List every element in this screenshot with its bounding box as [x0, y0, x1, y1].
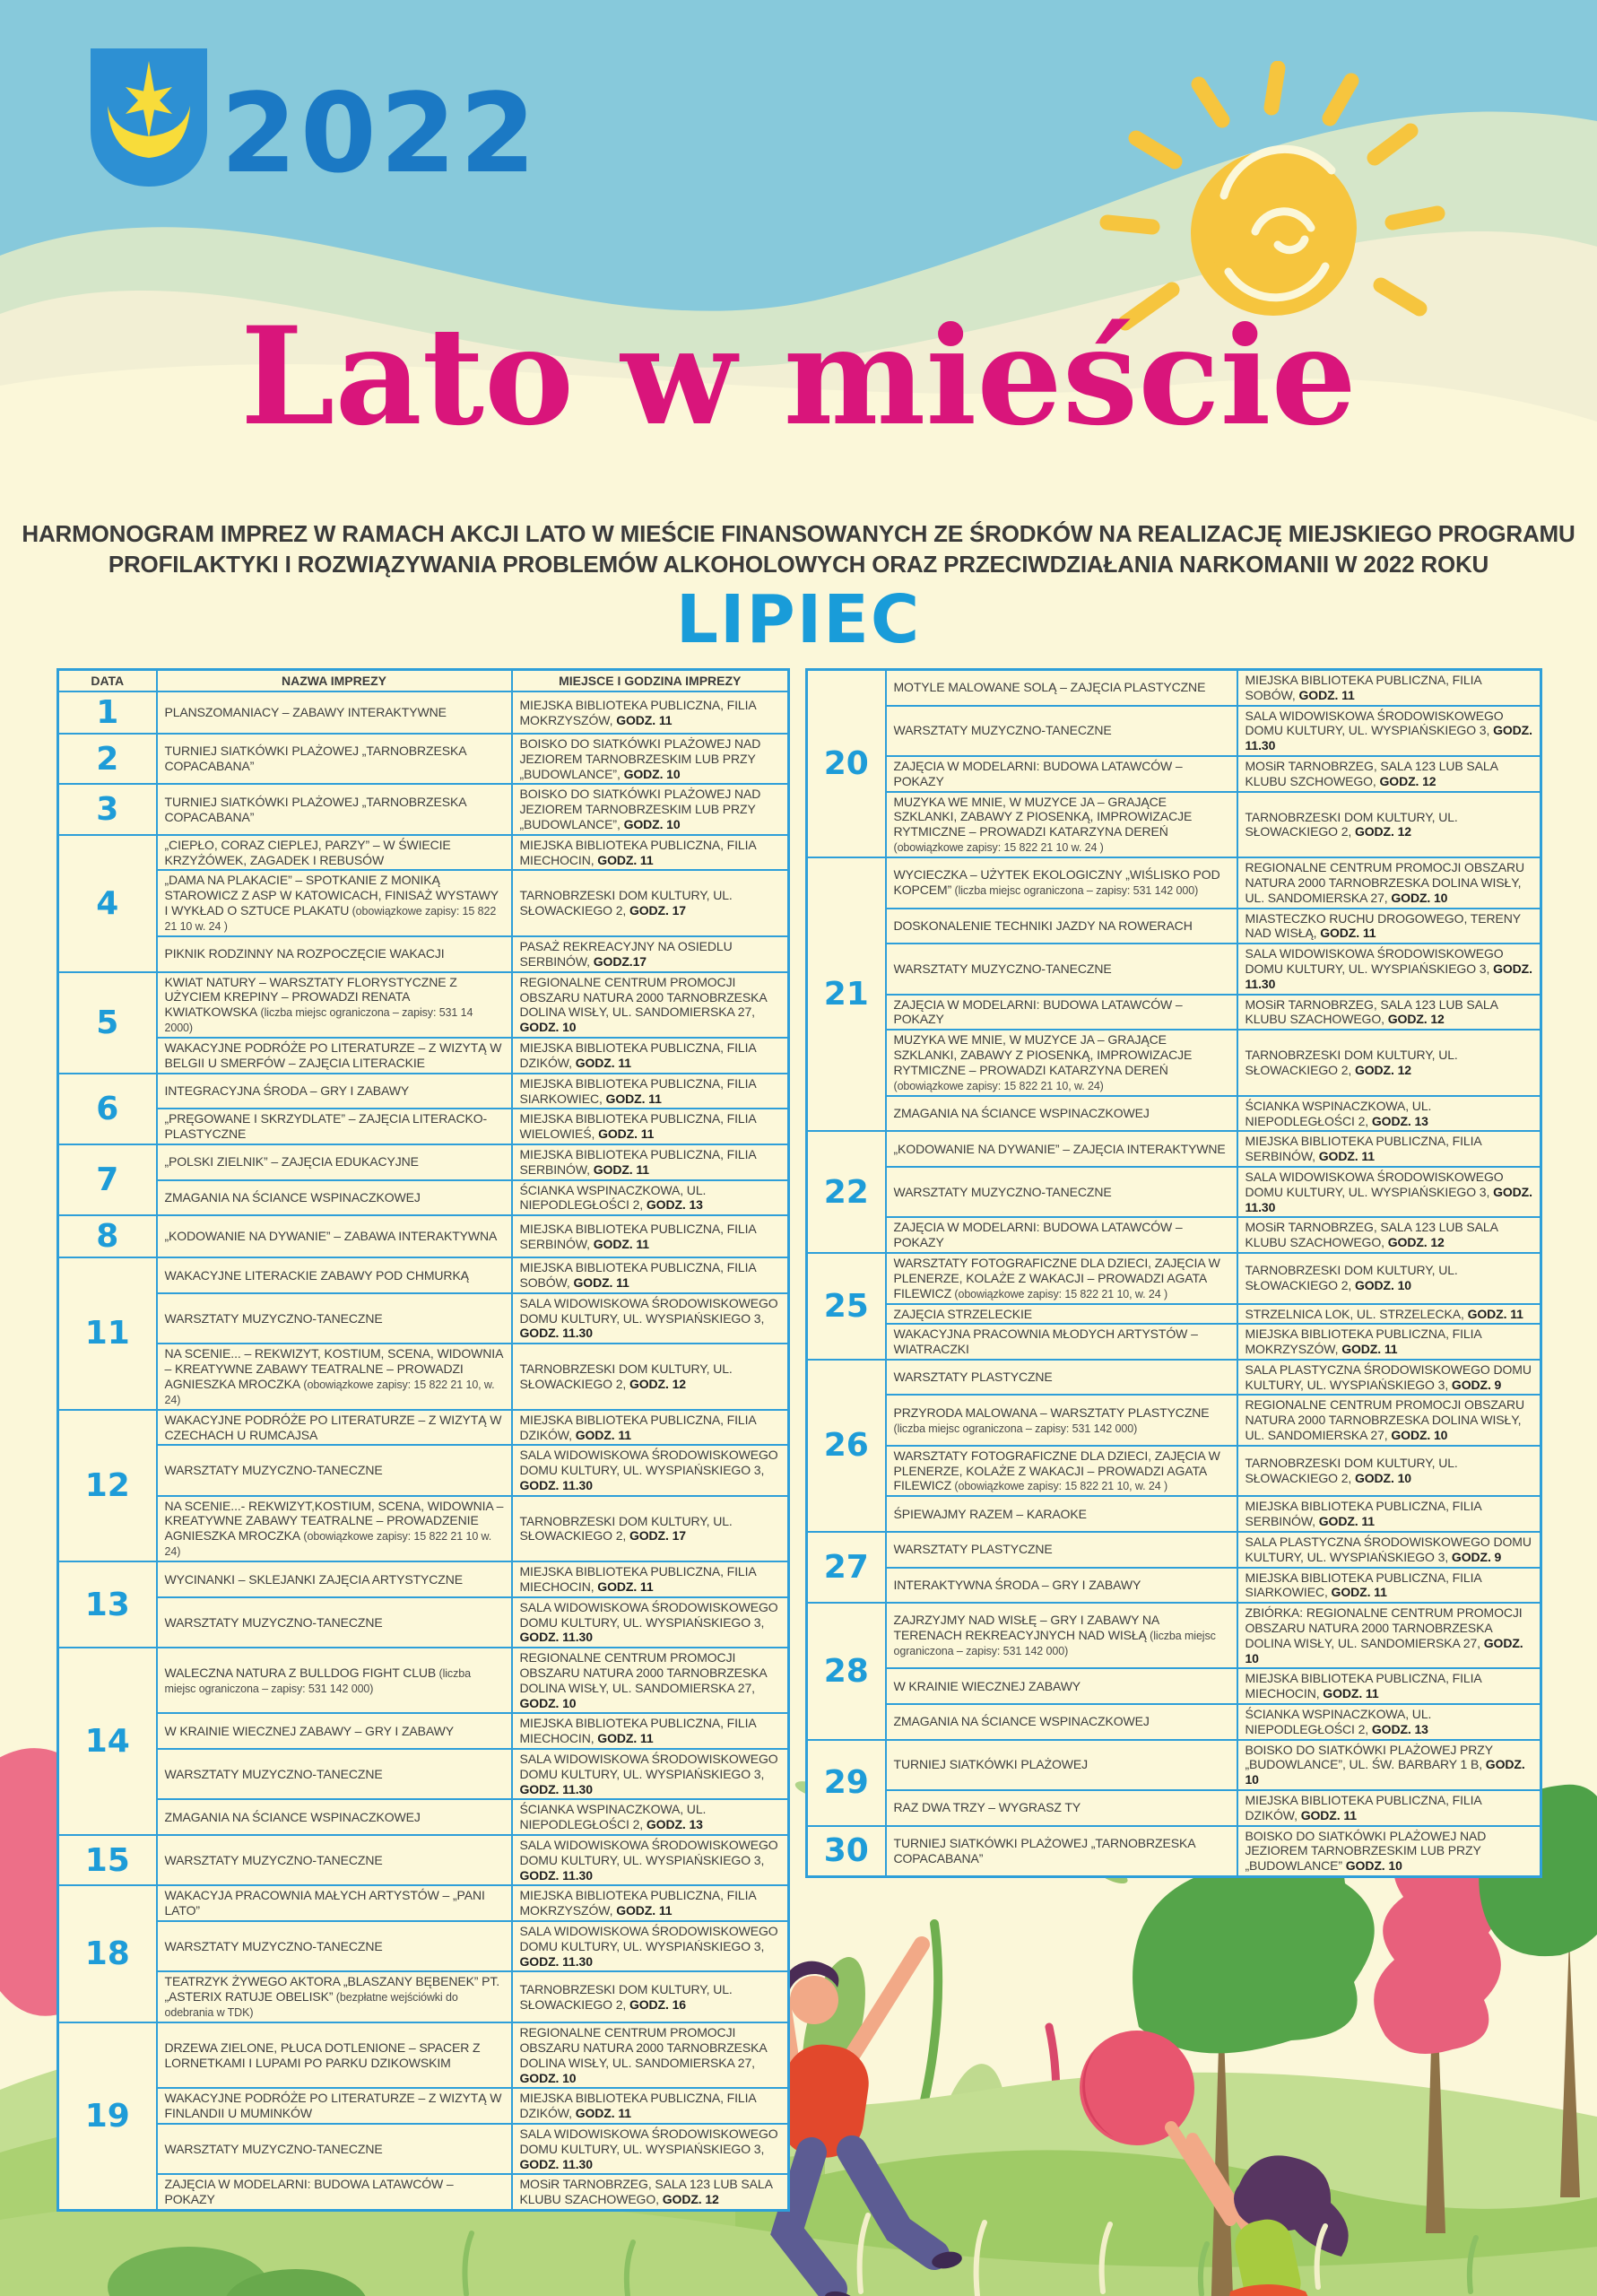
- subtitle-line-2: PROFILAKTYKI I ROZWIĄZYWANIA PROBLEMÓW ALKOHOLOWYCH ORAZ PRZECIWDZIAŁANIA NARKOMANII W 2022 ROKU: [108, 551, 1489, 578]
- event-note: (bezpłatne wejściówki do odebrania w TDK): [164, 1991, 458, 2020]
- event-name: NA SCENIE...- REKWIZYT,KOSTIUM, SCENA, WIDOWNIA – KREATYWNE ZABAWY TEATRALNE – PROWADZENIE AGNIESZKA MROCZKA (obowiązkowe zapisy: 15 822 21 10 w. 24): [157, 1496, 512, 1562]
- event-time: GODZ. 11: [598, 1126, 655, 1142]
- event-row: [807, 1395, 1541, 1445]
- event-time: GODZ. 16: [629, 1996, 686, 2012]
- event-name: WARSZTATY MUZYCZNO-TANECZNE: [157, 1749, 512, 1799]
- poster-subtitle: [0, 518, 1597, 580]
- event-note: (obowiązkowe zapisy: 15 822 21 10 w. 24): [164, 1530, 492, 1559]
- event-row: [807, 1324, 1541, 1360]
- event-name: „KODOWANIE NA DYWANIE” – ZAJĘCIA INTERAKTYWNE: [886, 1131, 1237, 1167]
- event-row: [58, 1749, 789, 1799]
- event-note: (obowiązkowe zapisy: 15 822 21 10 w. 24 ): [164, 904, 497, 933]
- event-name: ZAJĘCIA STRZELECKIE: [886, 1304, 1237, 1325]
- event-time: GODZ. 10: [519, 1020, 577, 1035]
- event-row: [58, 1445, 789, 1495]
- events-table-days-20-30: [805, 668, 1542, 1878]
- event-name: WARSZTATY MUZYCZNO-TANECZNE: [157, 2124, 512, 2174]
- event-row: [58, 972, 789, 1039]
- event-row: [58, 835, 789, 871]
- event-row: [807, 857, 1541, 908]
- event-place: MOSiR TARNOBRZEG, SALA 123 LUB SALA KLUBU SZACHOWEGO, GODZ. 12: [512, 2174, 789, 2210]
- event-place: TARNOBRZESKI DOM KULTURY, UL. SŁOWACKIEGO 2, GODZ. 12: [512, 1344, 789, 1410]
- event-time: GODZ. 11: [616, 712, 673, 727]
- event-time: GODZ. 10: [1391, 890, 1448, 905]
- event-place: TARNOBRZESKI DOM KULTURY, UL. SŁOWACKIEGO 2, GODZ. 17: [512, 870, 789, 936]
- event-time: GODZ. 10: [519, 2070, 577, 2085]
- event-name: RAZ DWA TRZY – WYGRASZ TY: [886, 1790, 1237, 1826]
- event-row: [807, 1096, 1541, 1132]
- event-place: MIEJSKA BIBLIOTEKA PUBLICZNA, FILIA MOKRZYSZÓW, GODZ. 11: [512, 1885, 789, 1921]
- event-place: MIEJSKA BIBLIOTEKA PUBLICZNA, FILIA SERBINÓW, GODZ. 11: [1237, 1496, 1541, 1532]
- event-time: GODZ. 11.30: [1245, 723, 1532, 753]
- event-name: ZMAGANIA NA ŚCIANCE WSPINACZKOWEJ: [886, 1704, 1237, 1740]
- event-name: PLANSZOMANIACY – ZABAWY INTERAKTYWNE: [157, 691, 512, 734]
- event-place: SALA WIDOWISKOWA ŚRODOWISKOWEGO DOMU KULTURY, UL. WYSPIAŃSKIEGO 3, GODZ. 11.30: [512, 1749, 789, 1799]
- event-place: MIEJSKA BIBLIOTEKA PUBLICZNA, FILIA DZIKÓW, GODZ. 11: [512, 1038, 789, 1074]
- event-place: SALA WIDOWISKOWA ŚRODOWISKOWEGO DOMU KULTURY, UL. WYSPIAŃSKIEGO 3, GODZ. 11.30: [512, 1445, 789, 1495]
- day-number: 25: [807, 1253, 886, 1360]
- day-number: 29: [807, 1740, 886, 1826]
- event-name: DOSKONALENIE TECHNIKI JAZDY NA ROWERACH: [886, 909, 1237, 944]
- event-row: [807, 756, 1541, 792]
- day-number: 20: [807, 670, 886, 858]
- event-place: SALA WIDOWISKOWA ŚRODOWISKOWEGO DOMU KULTURY, UL. WYSPIAŃSKIEGO 3, GODZ. 11.30: [1237, 1167, 1541, 1217]
- event-time: GODZ. 10: [1245, 1757, 1525, 1787]
- day-number: 5: [58, 972, 157, 1074]
- event-place: TARNOBRZESKI DOM KULTURY, UL. SŁOWACKIEGO 2, GODZ. 16: [512, 1971, 789, 2022]
- event-name: WARSZTATY PLASTYCZNE: [886, 1360, 1237, 1396]
- event-time: GODZ. 10: [1391, 1428, 1448, 1443]
- event-place: MIEJSKA BIBLIOTEKA PUBLICZNA, FILIA SERBINÓW, GODZ. 11: [512, 1144, 789, 1180]
- event-time: GODZ. 10: [1345, 1858, 1402, 1874]
- event-name: ZAJĘCIA W MODELARNI: BUDOWA LATAWCÓW – POKAZY: [886, 995, 1237, 1031]
- event-place: MIEJSKA BIBLIOTEKA PUBLICZNA, FILIA MIECHOCIN, GODZ. 11: [1237, 1668, 1541, 1704]
- event-row: [58, 1257, 789, 1293]
- event-row: [807, 1740, 1541, 1790]
- event-name: TURNIEJ SIATKÓWKI PLAŻOWEJ „TARNOBRZESKA COPACABANA”: [157, 784, 512, 834]
- event-row: [807, 1131, 1541, 1167]
- event-note: (liczba miejsc ograniczona – zapisy: 531 142 000): [951, 884, 1199, 898]
- event-name: „CIEPŁO, CORAZ CIEPLEJ, PARZY” – W ŚWIECIE KRZYŻÓWEK, ZAGADEK I REBUSÓW: [157, 835, 512, 871]
- event-place: REGIONALNE CENTRUM PROMOCJI OBSZARU NATURA 2000 TARNOBRZESKA DOLINA WISŁY, UL. SANDOMIERSKA 27, GODZ. 10: [1237, 1395, 1541, 1445]
- event-place: MIEJSKA BIBLIOTEKA PUBLICZNA, FILIA SERBINÓW, GODZ. 11: [1237, 1131, 1541, 1167]
- event-place: REGIONALNE CENTRUM PROMOCJI OBSZARU NATURA 2000 TARNOBRZESKA DOLINA WISŁY, UL. SANDOMIERSKA 27, GODZ. 10: [1237, 857, 1541, 908]
- tarnobrzeg-crest-icon: [85, 45, 213, 191]
- event-row: [58, 1180, 789, 1216]
- event-row: [58, 1799, 789, 1835]
- event-name: WARSZTATY PLASTYCZNE: [886, 1532, 1237, 1568]
- event-name: WARSZTATY MUZYCZNO-TANECZNE: [886, 944, 1237, 994]
- day-number: 21: [807, 857, 886, 1131]
- event-name: PIKNIK RODZINNY NA ROZPOCZĘCIE WAKACJI: [157, 936, 512, 972]
- event-place: TARNOBRZESKI DOM KULTURY, UL. SŁOWACKIEGO 2, GODZ. 17: [512, 1496, 789, 1562]
- event-row: [58, 1971, 789, 2022]
- event-row: [58, 1109, 789, 1144]
- event-name: WAKACYJNE PODRÓŻE PO LITERATURZE – Z WIZYTĄ W FINLANDII U MUMINKÓW: [157, 2088, 512, 2124]
- event-name: W KRAINIE WIECZNEJ ZABAWY: [886, 1668, 1237, 1704]
- event-name: INTERAKTYWNA ŚRODA – GRY I ZABAWY: [886, 1568, 1237, 1604]
- event-row: [58, 1561, 789, 1597]
- event-name: WARSZTATY MUZYCZNO-TANECZNE: [157, 1835, 512, 1885]
- event-place: ŚCIANKA WSPINACZKOWA, UL. NIEPODLEGŁOŚCI 2, GODZ. 13: [512, 1180, 789, 1216]
- event-place: MIEJSKA BIBLIOTEKA PUBLICZNA, FILIA SERBINÓW, GODZ. 11: [512, 1215, 789, 1257]
- event-time: GODZ. 11: [616, 1903, 673, 1918]
- event-time: GODZ. 11.30: [519, 1953, 593, 1969]
- day-number: 27: [807, 1532, 886, 1603]
- event-time: GODZ. 11: [1323, 1686, 1379, 1701]
- day-number: 22: [807, 1131, 886, 1253]
- event-place: BOISKO DO SIATKÓWKI PLAŻOWEJ NAD JEZIOREM TARNOBRZESKIM LUB PRZY „BUDOWLANCE”, GODZ. 10: [512, 784, 789, 834]
- event-name: ZAJĘCIA W MODELARNI: BUDOWA LATAWCÓW – POKAZY: [886, 1217, 1237, 1253]
- event-place: MIEJSKA BIBLIOTEKA PUBLICZNA, FILIA DZIKÓW, GODZ. 11: [1237, 1790, 1541, 1826]
- event-name: „PRĘGOWANE I SKRZYDLATE” – ZAJĘCIA LITERACKO-PLASTYCZNE: [157, 1109, 512, 1144]
- event-name: WARSZTATY MUZYCZNO-TANECZNE: [157, 1293, 512, 1344]
- day-number: 18: [58, 1885, 157, 2022]
- event-name: ZMAGANIA NA ŚCIANCE WSPINACZKOWEJ: [157, 1180, 512, 1216]
- day-number: 11: [58, 1257, 157, 1410]
- event-row: [58, 1648, 789, 1713]
- event-place: MOSiR TARNOBRZEG, SALA 123 LUB SALA KLUBU SZACHOWEGO, GODZ. 12: [1237, 1217, 1541, 1253]
- event-row: [807, 909, 1541, 944]
- event-place: SALA WIDOWISKOWA ŚRODOWISKOWEGO DOMU KULTURY, UL. WYSPIAŃSKIEGO 3, GODZ. 11.30: [1237, 706, 1541, 756]
- event-name: ZAJĘCIA W MODELARNI: BUDOWA LATAWCÓW – POKAZY: [886, 756, 1237, 792]
- event-place: MIEJSKA BIBLIOTEKA PUBLICZNA, FILIA MOKRZYSZÓW, GODZ. 11: [1237, 1324, 1541, 1360]
- event-place: MIEJSKA BIBLIOTEKA PUBLICZNA, FILIA DZIKÓW, GODZ. 11: [512, 1410, 789, 1446]
- event-time: GODZ. 11: [573, 1274, 629, 1290]
- event-time: GODZ. 11.30: [519, 1477, 593, 1492]
- day-number: 12: [58, 1410, 157, 1562]
- column-header-date: DATA: [58, 670, 157, 692]
- event-name: WAKACYJA PRACOWNIA MAŁYCH ARTYSTÓW – „PANI LATO”: [157, 1885, 512, 1921]
- event-row: [807, 706, 1541, 756]
- event-place: MIEJSKA BIBLIOTEKA PUBLICZNA, FILIA SOBÓW, GODZ. 11: [512, 1257, 789, 1293]
- day-number: 4: [58, 835, 157, 972]
- event-place: SALA WIDOWISKOWA ŚRODOWISKOWEGO DOMU KULTURY, UL. WYSPIAŃSKIEGO 3, GODZ. 11.30: [512, 1293, 789, 1344]
- event-place: TARNOBRZESKI DOM KULTURY, UL. SŁOWACKIEGO 2, GODZ. 12: [1237, 792, 1541, 858]
- day-number: 8: [58, 1215, 157, 1257]
- event-time: GODZ. 11: [597, 1731, 654, 1746]
- event-place: SALA WIDOWISKOWA ŚRODOWISKOWEGO DOMU KULTURY, UL. WYSPIAŃSKIEGO 3, GODZ. 11.30: [1237, 944, 1541, 994]
- schedule-table-left-wrap: [56, 668, 790, 2212]
- event-time: GODZ. 11.30: [519, 2156, 593, 2171]
- subtitle-line-1: HARMONOGRAM IMPREZ W RAMACH AKCJI LATO W MIEŚCIE FINANSOWANYCH ZE ŚRODKÓW NA REALIZACJĘ MIEJSKIEGO PROGRAMU: [22, 520, 1575, 547]
- event-note: (obowiązkowe zapisy: 15 822 21 10, w. 24 ): [951, 1287, 1168, 1300]
- event-time: GODZ. 13: [646, 1197, 703, 1213]
- event-place: SALA PLASTYCZNA ŚRODOWISKOWEGO DOMU KULTURY, UL. WYSPIAŃSKIEGO 3, GODZ. 9: [1237, 1360, 1541, 1396]
- event-row: [807, 1167, 1541, 1217]
- event-note: (liczba miejsc ograniczona – zapisy: 531 142 000): [893, 1422, 1138, 1435]
- event-time: GODZ. 10: [1354, 1471, 1411, 1486]
- event-row: [58, 1885, 789, 1921]
- event-row: [58, 1597, 789, 1648]
- event-place: MOSiR TARNOBRZEG, SALA 123 LUB SALA KLUBU SZCHOWEGO, GODZ. 12: [1237, 756, 1541, 792]
- event-time: GODZ. 13: [1371, 1721, 1428, 1736]
- event-row: [58, 1921, 789, 1971]
- day-number: 28: [807, 1603, 886, 1739]
- day-number: 2: [58, 734, 157, 784]
- event-place: SALA WIDOWISKOWA ŚRODOWISKOWEGO DOMU KULTURY, UL. WYSPIAŃSKIEGO 3, GODZ. 11.30: [512, 1921, 789, 1971]
- event-name: PRZYRODA MALOWANA – WARSZTATY PLASTYCZNE (liczba miejsc ograniczona – zapisy: 531 142 000): [886, 1395, 1237, 1445]
- event-name: WARSZTATY MUZYCZNO-TANECZNE: [157, 1597, 512, 1648]
- event-time: GODZ. 11: [1331, 1585, 1387, 1600]
- event-place: REGIONALNE CENTRUM PROMOCJI OBSZARU NATURA 2000 TARNOBRZESKA DOLINA WISŁY, UL. SANDOMIERSKA 27, GODZ. 10: [512, 972, 789, 1039]
- event-time: GODZ. 12: [1354, 1062, 1411, 1077]
- event-row: [58, 1713, 789, 1749]
- event-row: [807, 944, 1541, 994]
- day-number: 13: [58, 1561, 157, 1648]
- event-time: GODZ. 10: [623, 766, 681, 781]
- event-name: INTEGRACYJNA ŚRODA – GRY I ZABAWY: [157, 1074, 512, 1109]
- event-name: WARSZTATY MUZYCZNO-TANECZNE: [157, 1445, 512, 1495]
- event-place: TARNOBRZESKI DOM KULTURY, UL. SŁOWACKIEGO 2, GODZ. 10: [1237, 1446, 1541, 1497]
- event-time: GODZ. 11: [575, 2106, 631, 2121]
- event-time: GODZ. 11: [1318, 1514, 1375, 1529]
- event-time: GODZ. 11: [1298, 687, 1355, 702]
- event-place: MIEJSKA BIBLIOTEKA PUBLICZNA, FILIA SOBÓW, GODZ. 11: [1237, 670, 1541, 706]
- month-heading: LIPIEC: [675, 581, 922, 658]
- event-time: GODZ. 11: [1341, 1342, 1398, 1357]
- event-name: „DAMA NA PLAKACIE” – SPOTKANIE Z MONIKĄ STAROWICZ Z ASP W KATOWICACH, FINISAŻ WYSTAWY I WYKŁAD O SZTUCE PLAKATU (obowiązkowe zapisy: 15 822 21 10 w. 24 ): [157, 870, 512, 936]
- event-row: [807, 1496, 1541, 1532]
- event-row: [58, 1496, 789, 1562]
- event-time: GODZ. 10: [623, 816, 681, 831]
- event-time: GODZ. 11.30: [519, 1630, 593, 1645]
- event-row: [58, 734, 789, 784]
- event-note: (obowiązkowe zapisy: 15 822 21 10 w. 24 ): [893, 841, 1104, 855]
- event-place: REGIONALNE CENTRUM PROMOCJI OBSZARU NATURA 2000 TARNOBRZESKA DOLINA WISŁY, UL. SANDOMIERSKA 27, GODZ. 10: [512, 1648, 789, 1713]
- event-time: GODZ. 12: [629, 1376, 686, 1391]
- event-name: WARSZTATY MUZYCZNO-TANECZNE: [886, 1167, 1237, 1217]
- event-time: GODZ. 13: [646, 1817, 703, 1832]
- event-row: [58, 1293, 789, 1344]
- event-name: WAKACYJNE LITERACKIE ZABAWY POD CHMURKĄ: [157, 1257, 512, 1293]
- event-time: GODZ. 11.30: [519, 1867, 593, 1883]
- event-place: REGIONALNE CENTRUM PROMOCJI OBSZARU NATURA 2000 TARNOBRZESKA DOLINA WISŁY, UL. SANDOMIERSKA 27, GODZ. 10: [512, 2022, 789, 2088]
- event-row: [58, 691, 789, 734]
- event-time: GODZ. 13: [1371, 1113, 1428, 1128]
- event-name: W KRAINIE WIECZNEJ ZABAWY – GRY I ZABAWY: [157, 1713, 512, 1749]
- event-name: DRZEWA ZIELONE, PŁUCA DOTLENIONE – SPACER Z LORNETKAMI I LUPAMI PO PARKU DZIKOWSKIM: [157, 2022, 512, 2088]
- event-name: MUZYKA WE MNIE, W MUZYCE JA – GRAJĄCE SZKLANKI, ZABAWY Z PIOSENKĄ, IMPROWIZACJE RYTMICZNE – PROWADZI KATARZYNA DEREŃ (obowiązkowe zapisy: 15 822 21 10 w. 24 ): [886, 792, 1237, 858]
- event-place: SALA WIDOWISKOWA ŚRODOWISKOWEGO DOMU KULTURY, UL. WYSPIAŃSKIEGO 3, GODZ. 11.30: [512, 1835, 789, 1885]
- event-place: PASAŻ REKREACYJNY NA OSIEDLU SERBINÓW, GODZ.17: [512, 936, 789, 972]
- event-note: (obowiązkowe zapisy: 15 822 21 10, w. 24): [164, 1378, 495, 1406]
- event-name: TURNIEJ SIATKÓWKI PLAŻOWEJ „TARNOBRZESKA COPACABANA”: [886, 1826, 1237, 1877]
- event-name: ZAJĘCIA W MODELARNI: BUDOWA LATAWCÓW – POKAZY: [157, 2174, 512, 2210]
- day-number: 19: [58, 2022, 157, 2210]
- table-header-row: [58, 670, 789, 692]
- event-place: MIEJSKA BIBLIOTEKA PUBLICZNA, FILIA MOKRZYSZÓW, GODZ. 11: [512, 691, 789, 734]
- event-name: „POLSKI ZIELNIK” – ZAJĘCIA EDUKACYJNE: [157, 1144, 512, 1180]
- event-place: TARNOBRZESKI DOM KULTURY, UL. SŁOWACKIEGO 2, GODZ. 10: [1237, 1253, 1541, 1304]
- event-time: GODZ. 10: [519, 1695, 577, 1710]
- event-place: SALA WIDOWISKOWA ŚRODOWISKOWEGO DOMU KULTURY, UL. WYSPIAŃSKIEGO 3, GODZ. 11.30: [512, 1597, 789, 1648]
- event-name: ZMAGANIA NA ŚCIANCE WSPINACZKOWEJ: [157, 1799, 512, 1835]
- event-note: (liczba miejsc ograniczona – zapisy: 531 142 000): [893, 1630, 1216, 1658]
- event-time: GODZ. 11.30: [519, 1781, 593, 1796]
- event-row: [807, 995, 1541, 1031]
- event-row: [807, 1304, 1541, 1325]
- event-name: WAKACYJNA PRACOWNIA MŁODYCH ARTYSTÓW – WIATRACZKI: [886, 1324, 1237, 1360]
- event-name: ZMAGANIA NA ŚCIANCE WSPINACZKOWEJ: [886, 1096, 1237, 1132]
- event-name: TEATRZYK ŻYWEGO AKTORA „BLASZANY BĘBENEK” PT. „ASTERIX RATUJE OBELISK” (bezpłatne wejściówki do odebrania w TDK): [157, 1971, 512, 2022]
- event-row: [58, 2088, 789, 2124]
- event-place: BOISKO DO SIATKÓWKI PLAŻOWEJ NAD JEZIOREM TARNOBRZESKIM LUB PRZY „BUDOWLANCE” GODZ. 10: [1237, 1826, 1541, 1877]
- event-name: TURNIEJ SIATKÓWKI PLAŻOWEJ „TARNOBRZESKA COPACABANA”: [157, 734, 512, 784]
- event-place: MIEJSKA BIBLIOTEKA PUBLICZNA, FILIA SIARKOWIEC, GODZ. 11: [512, 1074, 789, 1109]
- event-time: GODZ. 9: [1451, 1549, 1502, 1564]
- event-name: „KODOWANIE NA DYWANIE” – ZABAWA INTERAKTYWNA: [157, 1215, 512, 1257]
- event-row: [807, 1704, 1541, 1740]
- event-note: (liczba miejsc ograniczona – zapisy: 531 14 2000): [164, 1006, 473, 1035]
- day-number: 3: [58, 784, 157, 834]
- event-row: [58, 2124, 789, 2174]
- event-row: [58, 2022, 789, 2088]
- event-place: ŚCIANKA WSPINACZKOWA, UL. NIEPODLEGŁOŚCI 2, GODZ. 13: [512, 1799, 789, 1835]
- event-name: KWIAT NATURY – WARSZTATY FLORYSTYCZNE Z UŻYCIEM KREPINY – PROWADZI RENATA KWIATKOWSKA (liczba miejsc ograniczona – zapisy: 531 14 2000): [157, 972, 512, 1039]
- event-row: [58, 1410, 789, 1446]
- event-row: [807, 1790, 1541, 1826]
- day-number: 15: [58, 1835, 157, 1885]
- event-name: WYCINANKI – SKLEJANKI ZAJĘCIA ARTYSTYCZNE: [157, 1561, 512, 1597]
- event-row: [807, 1253, 1541, 1304]
- poster-title: Lato w mieście: [240, 298, 1357, 456]
- event-place: STRZELNICA LOK, UL. STRZELECKA, GODZ. 11: [1237, 1304, 1541, 1325]
- event-note: (obowiązkowe zapisy: 15 822 21 10, w. 24 ): [951, 1480, 1168, 1493]
- day-number: 6: [58, 1074, 157, 1144]
- event-row: [58, 784, 789, 834]
- event-row: [58, 1144, 789, 1180]
- day-number: 14: [58, 1648, 157, 1835]
- event-name: WARSZTATY MUZYCZNO-TANECZNE: [157, 1921, 512, 1971]
- event-row: [807, 1568, 1541, 1604]
- event-name: MOTYLE MALOWANE SOLĄ – ZAJĘCIA PLASTYCZNE: [886, 670, 1237, 706]
- event-time: GODZ. 12: [1387, 1235, 1445, 1250]
- event-time: GODZ. 11: [593, 1161, 649, 1177]
- day-number: 26: [807, 1360, 886, 1532]
- day-number: 30: [807, 1826, 886, 1877]
- event-time: GODZ. 17: [629, 1528, 686, 1544]
- event-name: WAKACYJNE PODRÓŻE PO LITERATURZE – Z WIZYTĄ W BELGII U SMERFÓW – ZAJĘCIA LITERACKIE: [157, 1038, 512, 1074]
- event-time: GODZ. 12: [1354, 824, 1411, 839]
- event-row: [807, 1446, 1541, 1497]
- event-row: [58, 1215, 789, 1257]
- event-name: WARSZTATY MUZYCZNO-TANECZNE: [886, 706, 1237, 756]
- event-row: [807, 792, 1541, 858]
- event-time: GODZ. 11.30: [1245, 961, 1532, 991]
- event-place: MIEJSKA BIBLIOTEKA PUBLICZNA, FILIA MIECHOCIN, GODZ. 11: [512, 1713, 789, 1749]
- event-note: (obowiązkowe zapisy: 15 822 21 10, w. 24): [893, 1079, 1104, 1092]
- event-time: GODZ. 11: [597, 1579, 654, 1595]
- event-place: MIEJSKA BIBLIOTEKA PUBLICZNA, FILIA MIECHOCIN, GODZ. 11: [512, 835, 789, 871]
- event-place: ŚCIANKA WSPINACZKOWA, UL. NIEPODLEGŁOŚCI 2, GODZ. 13: [1237, 1704, 1541, 1740]
- event-place: SALA PLASTYCZNA ŚRODOWISKOWEGO DOMU KULTURY, UL. WYSPIAŃSKIEGO 3, GODZ. 9: [1237, 1532, 1541, 1568]
- event-time: GODZ. 11: [1300, 1807, 1357, 1822]
- event-row: [807, 1360, 1541, 1396]
- event-row: [58, 1835, 789, 1885]
- event-row: [807, 1668, 1541, 1704]
- event-time: GODZ. 11: [605, 1091, 662, 1106]
- event-name: WAKACYJNE PODRÓŻE PO LITERATURZE – Z WIZYTĄ W CZECHACH U RUMCAJSA: [157, 1410, 512, 1446]
- event-row: [807, 1030, 1541, 1096]
- event-time: GODZ. 11: [575, 1427, 631, 1442]
- event-time: GODZ. 17: [629, 903, 686, 918]
- event-row: [807, 670, 1541, 706]
- event-time: GODZ. 11: [1467, 1306, 1523, 1321]
- event-place: MOSiR TARNOBRZEG, SALA 123 LUB SALA KLUBU SZACHOWEGO, GODZ. 12: [1237, 995, 1541, 1031]
- events-table-days-1-19: [56, 668, 790, 2212]
- event-name: WYCIECZKA – UŻYTEK EKOLOGICZNY „WIŚLISKO POD KOPCEM” (liczba miejsc ograniczona – zapisy: 531 142 000): [886, 857, 1237, 908]
- event-name: WARSZTATY FOTOGRAFICZNE DLA DZIECI, ZAJĘCIA W PLENERZE, KOLAŻE Z WAKACJI – PROWADZI AGATA FILEWICZ (obowiązkowe zapisy: 15 822 21 10, w. 24 ): [886, 1253, 1237, 1304]
- event-name: TURNIEJ SIATKÓWKI PLAŻOWEJ: [886, 1740, 1237, 1790]
- event-time: GODZ. 12: [1387, 1012, 1445, 1027]
- event-time: GODZ. 9: [1451, 1377, 1502, 1392]
- event-place: MIEJSKA BIBLIOTEKA PUBLICZNA, FILIA MIECHOCIN, GODZ. 11: [512, 1561, 789, 1597]
- event-name: ZAJRZYJMY NAD WISŁĘ – GRY I ZABAWY NA TERENACH REKREACYJNYCH NAD WISŁĄ (liczba miejsc ograniczona – zapisy: 531 142 000): [886, 1603, 1237, 1668]
- event-place: BOISKO DO SIATKÓWKI PLAŻOWEJ NAD JEZIOREM TARNOBRZESKIM LUB PRZY „BUDOWLANCE”, GODZ. 10: [512, 734, 789, 784]
- event-time: GODZ. 11: [597, 852, 654, 867]
- event-name: WALECZNA NATURA Z BULLDOG FIGHT CLUB (liczba miejsc ograniczona – zapisy: 531 142 000): [157, 1648, 512, 1713]
- event-row: [807, 1603, 1541, 1668]
- event-time: GODZ. 12: [1379, 773, 1436, 788]
- event-time: GODZ. 11: [1320, 926, 1376, 941]
- event-place: ZBIÓRKA: REGIONALNE CENTRUM PROMOCJI OBSZARU NATURA 2000 TARNOBRZESKA DOLINA WISŁY, UL. SANDOMIERSKA 27, GODZ. 10: [1237, 1603, 1541, 1668]
- event-time: GODZ. 11: [1318, 1149, 1375, 1164]
- event-time: GODZ. 10: [1354, 1278, 1411, 1293]
- event-row: [58, 1344, 789, 1410]
- event-time: GODZ. 12: [662, 2192, 719, 2207]
- event-place: ŚCIANKA WSPINACZKOWA, UL. NIEPODLEGŁOŚCI 2, GODZ. 13: [1237, 1096, 1541, 1132]
- day-number: 7: [58, 1144, 157, 1215]
- event-time: GODZ. 10: [1245, 1635, 1523, 1665]
- event-name: NA SCENIE... – REKWIZYT, KOSTIUM, SCENA, WIDOWNIA – KREATYWNE ZABAWY TEATRALNE – PROWADZI AGNIESZKA MROCZKA (obowiązkowe zapisy: 15 822 21 10, w. 24): [157, 1344, 512, 1410]
- event-name: ŚPIEWAJMY RAZEM – KARAOKE: [886, 1496, 1237, 1532]
- event-time: GODZ. 11.30: [519, 1326, 593, 1341]
- event-name: MUZYKA WE MNIE, W MUZYCE JA – GRAJĄCE SZKLANKI, ZABAWY Z PIOSENKĄ, IMPROWIZACJE RYTMICZNE – PROWADZI KATARZYNA DEREŃ (obowiązkowe zapisy: 15 822 21 10, w. 24): [886, 1030, 1237, 1096]
- event-place: MIEJSKA BIBLIOTEKA PUBLICZNA, FILIA DZIKÓW, GODZ. 11: [512, 2088, 789, 2124]
- event-row: [807, 1217, 1541, 1253]
- event-place: TARNOBRZESKI DOM KULTURY, UL. SŁOWACKIEGO 2, GODZ. 12: [1237, 1030, 1541, 1096]
- event-row: [58, 870, 789, 936]
- event-place: MIEJSKA BIBLIOTEKA PUBLICZNA, FILIA WIELOWIEŚ, GODZ. 11: [512, 1109, 789, 1144]
- event-row: [58, 1038, 789, 1074]
- event-row: [58, 936, 789, 972]
- event-name: WARSZTATY FOTOGRAFICZNE DLA DZIECI, ZAJĘCIA W PLENERZE, KOLAŻE Z WAKACJI – PROWADZI AGATA FILEWICZ (obowiązkowe zapisy: 15 822 21 10, w. 24 ): [886, 1446, 1237, 1497]
- event-time: GODZ. 11.30: [1245, 1184, 1532, 1214]
- event-note: (liczba miejsc ograniczona – zapisy: 531 142 000): [164, 1666, 471, 1695]
- column-header-name: NAZWA IMPREZY: [157, 670, 512, 692]
- column-header-place: MIEJSCE I GODZINA IMPREZY: [512, 670, 789, 692]
- year-heading: 2022: [221, 70, 540, 197]
- event-place: BOISKO DO SIATKÓWKI PLAŻOWEJ PRZY „BUDOWLANCE”, UL. ŚW. BARBARY 1 B, GODZ. 10: [1237, 1740, 1541, 1790]
- event-place: SALA WIDOWISKOWA ŚRODOWISKOWEGO DOMU KULTURY, UL. WYSPIAŃSKIEGO 3, GODZ. 11.30: [512, 2124, 789, 2174]
- event-row: [58, 2174, 789, 2210]
- event-place: MIASTECZKO RUCHU DROGOWEGO, TERENY NAD WISŁĄ, GODZ. 11: [1237, 909, 1541, 944]
- event-row: [807, 1532, 1541, 1568]
- event-place: MIEJSKA BIBLIOTEKA PUBLICZNA, FILIA SIARKOWIEC, GODZ. 11: [1237, 1568, 1541, 1604]
- event-time: GODZ. 11: [575, 1055, 631, 1070]
- event-row: [58, 1074, 789, 1109]
- event-time: GODZ.17: [593, 953, 647, 969]
- day-number: 1: [58, 691, 157, 734]
- schedule-table-right-wrap: [805, 668, 1542, 1878]
- event-row: [807, 1826, 1541, 1877]
- event-time: GODZ. 11: [593, 1236, 649, 1251]
